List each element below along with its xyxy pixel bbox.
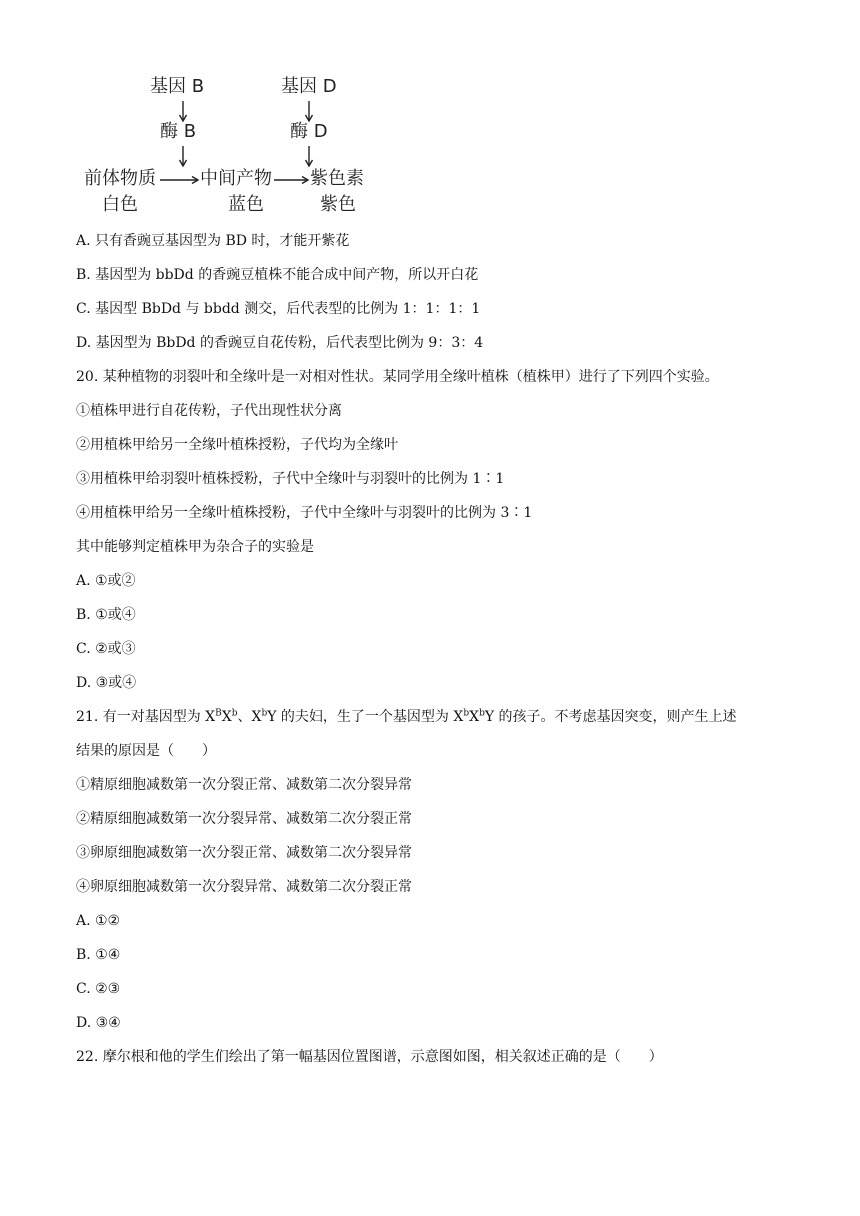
q21-option-a: A. ①②: [76, 913, 121, 929]
arrow-right-icon: [274, 175, 310, 185]
q21-stem-text: Y 的孩子。不考虑基因突变，则产生上述: [484, 709, 737, 725]
q20-item-2: ②用植株甲给另一全缘叶植株授粉，子代均为全缘叶: [76, 437, 398, 453]
q20-option-a: A. ①或②: [76, 573, 136, 589]
q21-item-3: ③卵原细胞减数第一次分裂正常、减数第二次分裂异常: [76, 845, 412, 861]
q19-option-c: C. 基因型 BbDd 与 bbdd 测交，后代表型的比例为 1：1：1：1: [76, 301, 481, 317]
color-purple-label: 紫色: [320, 194, 356, 215]
q21-stem-text: X: [469, 709, 480, 725]
arrow-down-icon: [304, 101, 314, 123]
q22-stem: 22. 摩尔根和他的学生们绘出了第一幅基因位置图谱，示意图如图，相关叙述正确的是（ ）: [76, 1049, 663, 1065]
q19-option-b: B. 基因型为 bbDd 的香豌豆植株不能合成中间产物，所以开白花: [76, 267, 479, 283]
q20-item-1: ①植株甲进行自花传粉，子代出现性状分离: [76, 403, 342, 419]
q21-superscript: b: [479, 708, 485, 719]
q21-superscript: b: [261, 708, 268, 719]
q21-stem-text: X: [221, 709, 232, 725]
q20-option-c: C. ②或③: [76, 641, 136, 657]
arrow-right-icon: [160, 175, 200, 185]
arrow-down-icon: [178, 146, 188, 168]
pigment-label: 紫色素: [310, 168, 364, 189]
q20-item-4: ④用植株甲给另一全缘叶植株授粉，子代中全缘叶与羽裂叶的比例为 3∶1: [76, 505, 533, 521]
q21-item-4: ④卵原细胞减数第一次分裂异常、减数第二次分裂正常: [76, 879, 412, 895]
q21-superscript: B: [215, 708, 222, 719]
gene-b-label: 基因 B: [150, 76, 205, 97]
q19-option-d: D. 基因型为 BbDd 的香豌豆自花传粉，后代表型比例为 9：3：4: [76, 335, 484, 351]
arrow-down-icon: [304, 146, 314, 168]
q20-item-3: ③用植株甲给羽裂叶植株授粉，子代中全缘叶与羽裂叶的比例为 1∶1: [76, 471, 505, 487]
q21-stem: [76, 707, 737, 727]
arrow-down-icon: [178, 101, 188, 123]
q21-stem-text: Y 的夫妇，生了一个基因型为 X: [267, 709, 464, 725]
q21-item-1: ①精原细胞减数第一次分裂正常、减数第二次分裂异常: [76, 777, 412, 793]
enzyme-b-label: 酶 B: [160, 121, 197, 142]
q20-question: 其中能够判定植株甲为杂合子的实验是: [76, 539, 314, 555]
q19-option-a: A. 只有香豌豆基因型为 BD 时，才能开紫花: [76, 233, 350, 249]
q21-stem-text: 、X: [237, 709, 262, 725]
q20-option-b: B. ①或④: [76, 607, 136, 623]
intermediate-label: 中间产物: [200, 168, 272, 189]
q21-superscript: b: [463, 708, 470, 719]
q21-option-d: D. ③④: [76, 1015, 121, 1031]
q20-stem: 20. 某种植物的羽裂叶和全缘叶是一对相对性状。某同学用全缘叶植株（植株甲）进行了下列四个实验。: [76, 369, 719, 385]
q21-stem-line2: 结果的原因是（ ）: [76, 743, 216, 759]
q21-stem-text: 21. 有一对基因型为 X: [76, 709, 216, 725]
q21-option-c: C. ②③: [76, 981, 121, 997]
pathway-diagram: [78, 70, 378, 220]
precursor-label: 前体物质: [84, 168, 156, 189]
color-white-label: 白色: [102, 194, 138, 215]
q21-option-b: B. ①④: [76, 947, 121, 963]
gene-d-label: 基因 D: [281, 76, 337, 97]
q21-item-2: ②精原细胞减数第一次分裂异常、减数第二次分裂正常: [76, 811, 412, 827]
enzyme-d-label: 酶 D: [290, 121, 328, 142]
q20-option-d: D. ③或④: [76, 675, 137, 691]
q21-superscript: b: [231, 708, 238, 719]
color-blue-label: 蓝色: [228, 194, 264, 215]
